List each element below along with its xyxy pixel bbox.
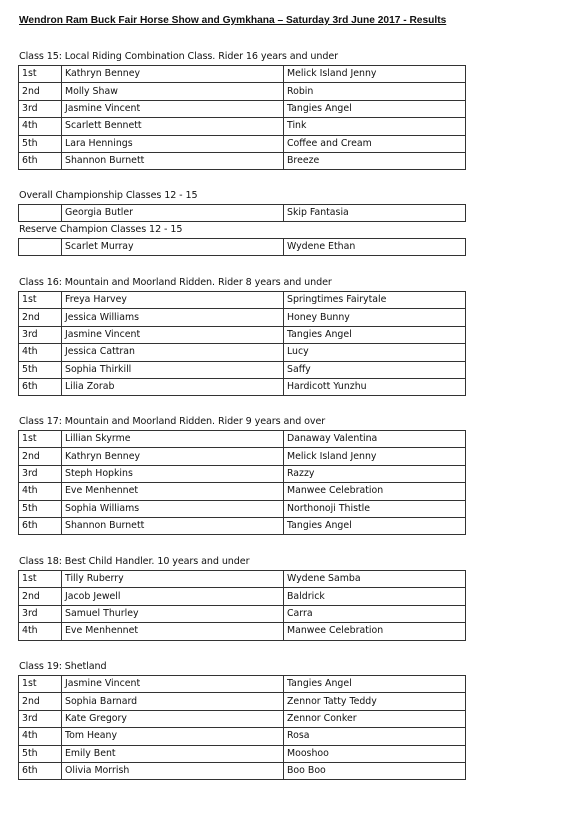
- placing-cell: 1st: [19, 66, 62, 83]
- placing-cell: 4th: [19, 483, 62, 500]
- rider-name-cell: Jasmine Vincent: [62, 326, 284, 343]
- horse-name-cell: Danaway Valentina: [284, 431, 466, 448]
- table-row: [19, 431, 466, 448]
- rider-name-cell: Tom Heany: [62, 728, 284, 745]
- class-16-heading: Class 16: Mountain and Moorland Ridden. Rider 8 years and under: [19, 277, 332, 288]
- horse-name-cell: Rosa: [284, 728, 466, 745]
- rider-name-cell: Molly Shaw: [62, 83, 284, 100]
- table-row: [19, 344, 466, 361]
- class-15-table: [18, 65, 466, 170]
- table-row: [19, 517, 466, 534]
- class-17-table: [18, 430, 466, 535]
- horse-name-cell: Tink: [284, 118, 466, 135]
- rider-name-cell: Georgia Butler: [62, 205, 284, 222]
- rider-name-cell: Shannon Burnett: [62, 517, 284, 534]
- placing-cell: 2nd: [19, 309, 62, 326]
- table-row: [19, 152, 466, 169]
- rider-name-cell: Scarlet Murray: [62, 239, 284, 256]
- placing-cell: 5th: [19, 500, 62, 517]
- placing-cell: 3rd: [19, 100, 62, 117]
- placing-cell: 2nd: [19, 588, 62, 605]
- horse-name-cell: Northonoji Thistle: [284, 500, 466, 517]
- table-row: [19, 745, 466, 762]
- horse-name-cell: Zennor Tatty Teddy: [284, 693, 466, 710]
- horse-name-cell: Melick Island Jenny: [284, 66, 466, 83]
- table-row: [19, 326, 466, 343]
- placing-cell: 3rd: [19, 605, 62, 622]
- table-row: [19, 135, 466, 152]
- placing-cell: [19, 205, 62, 222]
- horse-name-cell: Wydene Samba: [284, 571, 466, 588]
- rider-name-cell: Lilia Zorab: [62, 378, 284, 395]
- rider-name-cell: Lara Hennings: [62, 135, 284, 152]
- horse-name-cell: Tangies Angel: [284, 517, 466, 534]
- placing-cell: 3rd: [19, 710, 62, 727]
- rider-name-cell: Sophia Thirkill: [62, 361, 284, 378]
- document-title: Wendron Ram Buck Fair Horse Show and Gymkhana – Saturday 3rd June 2017 - Results: [19, 15, 447, 26]
- rider-name-cell: Steph Hopkins: [62, 465, 284, 482]
- class-17-heading: Class 17: Mountain and Moorland Ridden. Rider 9 years and over: [19, 416, 326, 427]
- table-row: [19, 83, 466, 100]
- class-18-table: [18, 570, 466, 641]
- table-row: [19, 728, 466, 745]
- horse-name-cell: Lucy: [284, 344, 466, 361]
- table-row: [19, 588, 466, 605]
- overall-championship-table: [18, 204, 466, 222]
- horse-name-cell: Baldrick: [284, 588, 466, 605]
- class-19-table: [18, 675, 466, 780]
- horse-name-cell: Skip Fantasia: [284, 205, 466, 222]
- horse-name-cell: Manwee Celebration: [284, 483, 466, 500]
- rider-name-cell: Emily Bent: [62, 745, 284, 762]
- rider-name-cell: Scarlett Bennett: [62, 118, 284, 135]
- horse-name-cell: Manwee Celebration: [284, 623, 466, 640]
- table-row: [19, 361, 466, 378]
- rider-name-cell: Lillian Skyrme: [62, 431, 284, 448]
- table-row: [19, 448, 466, 465]
- rider-name-cell: Kate Gregory: [62, 710, 284, 727]
- placing-cell: 5th: [19, 361, 62, 378]
- placing-cell: 6th: [19, 517, 62, 534]
- horse-name-cell: Tangies Angel: [284, 100, 466, 117]
- placing-cell: [19, 239, 62, 256]
- placing-cell: 4th: [19, 728, 62, 745]
- rider-name-cell: Eve Menhennet: [62, 483, 284, 500]
- placing-cell: 6th: [19, 378, 62, 395]
- placing-cell: 1st: [19, 676, 62, 693]
- table-row: [19, 205, 466, 222]
- rider-name-cell: Olivia Morrish: [62, 762, 284, 779]
- placing-cell: 6th: [19, 152, 62, 169]
- placing-cell: 3rd: [19, 465, 62, 482]
- table-row: [19, 623, 466, 640]
- horse-name-cell: Boo Boo: [284, 762, 466, 779]
- table-row: [19, 292, 466, 309]
- placing-cell: 3rd: [19, 326, 62, 343]
- rider-name-cell: Jessica Williams: [62, 309, 284, 326]
- horse-name-cell: Springtimes Fairytale: [284, 292, 466, 309]
- placing-cell: 5th: [19, 135, 62, 152]
- horse-name-cell: Tangies Angel: [284, 676, 466, 693]
- table-row: [19, 100, 466, 117]
- table-row: [19, 762, 466, 779]
- placing-cell: 4th: [19, 344, 62, 361]
- rider-name-cell: Kathryn Benney: [62, 448, 284, 465]
- rider-name-cell: Jasmine Vincent: [62, 100, 284, 117]
- horse-name-cell: Saffy: [284, 361, 466, 378]
- horse-name-cell: Melick Island Jenny: [284, 448, 466, 465]
- reserve-champion-table: [18, 238, 466, 256]
- class-19-heading: Class 19: Shetland: [19, 661, 107, 672]
- horse-name-cell: Razzy: [284, 465, 466, 482]
- rider-name-cell: Samuel Thurley: [62, 605, 284, 622]
- placing-cell: 4th: [19, 623, 62, 640]
- table-row: [19, 676, 466, 693]
- table-row: [19, 378, 466, 395]
- table-row: [19, 118, 466, 135]
- table-row: [19, 571, 466, 588]
- horse-name-cell: Coffee and Cream: [284, 135, 466, 152]
- rider-name-cell: Freya Harvey: [62, 292, 284, 309]
- class-18-heading: Class 18: Best Child Handler. 10 years and under: [19, 556, 250, 567]
- placing-cell: 2nd: [19, 693, 62, 710]
- rider-name-cell: Jasmine Vincent: [62, 676, 284, 693]
- table-row: [19, 483, 466, 500]
- table-row: [19, 465, 466, 482]
- rider-name-cell: Sophia Williams: [62, 500, 284, 517]
- rider-name-cell: Jessica Cattran: [62, 344, 284, 361]
- horse-name-cell: Zennor Conker: [284, 710, 466, 727]
- horse-name-cell: Breeze: [284, 152, 466, 169]
- horse-name-cell: Honey Bunny: [284, 309, 466, 326]
- overall-championship-heading: Overall Championship Classes 12 - 15: [19, 190, 198, 201]
- placing-cell: 4th: [19, 118, 62, 135]
- placing-cell: 2nd: [19, 83, 62, 100]
- horse-name-cell: Hardicott Yunzhu: [284, 378, 466, 395]
- table-row: [19, 500, 466, 517]
- rider-name-cell: Eve Menhennet: [62, 623, 284, 640]
- placing-cell: 5th: [19, 745, 62, 762]
- reserve-champion-heading: Reserve Champion Classes 12 - 15: [19, 224, 183, 235]
- class-16-table: [18, 291, 466, 396]
- rider-name-cell: Sophia Barnard: [62, 693, 284, 710]
- placing-cell: 1st: [19, 292, 62, 309]
- placing-cell: 6th: [19, 762, 62, 779]
- table-row: [19, 605, 466, 622]
- horse-name-cell: Wydene Ethan: [284, 239, 466, 256]
- table-row: [19, 693, 466, 710]
- rider-name-cell: Tilly Ruberry: [62, 571, 284, 588]
- rider-name-cell: Shannon Burnett: [62, 152, 284, 169]
- class-15-heading: Class 15: Local Riding Combination Class. Rider 16 years and under: [19, 51, 339, 62]
- table-row: [19, 710, 466, 727]
- rider-name-cell: Jacob Jewell: [62, 588, 284, 605]
- table-row: [19, 66, 466, 83]
- horse-name-cell: Mooshoo: [284, 745, 466, 762]
- rider-name-cell: Kathryn Benney: [62, 66, 284, 83]
- table-row: [19, 239, 466, 256]
- placing-cell: 1st: [19, 431, 62, 448]
- placing-cell: 1st: [19, 571, 62, 588]
- horse-name-cell: Tangies Angel: [284, 326, 466, 343]
- horse-name-cell: Robin: [284, 83, 466, 100]
- table-row: [19, 309, 466, 326]
- horse-name-cell: Carra: [284, 605, 466, 622]
- placing-cell: 2nd: [19, 448, 62, 465]
